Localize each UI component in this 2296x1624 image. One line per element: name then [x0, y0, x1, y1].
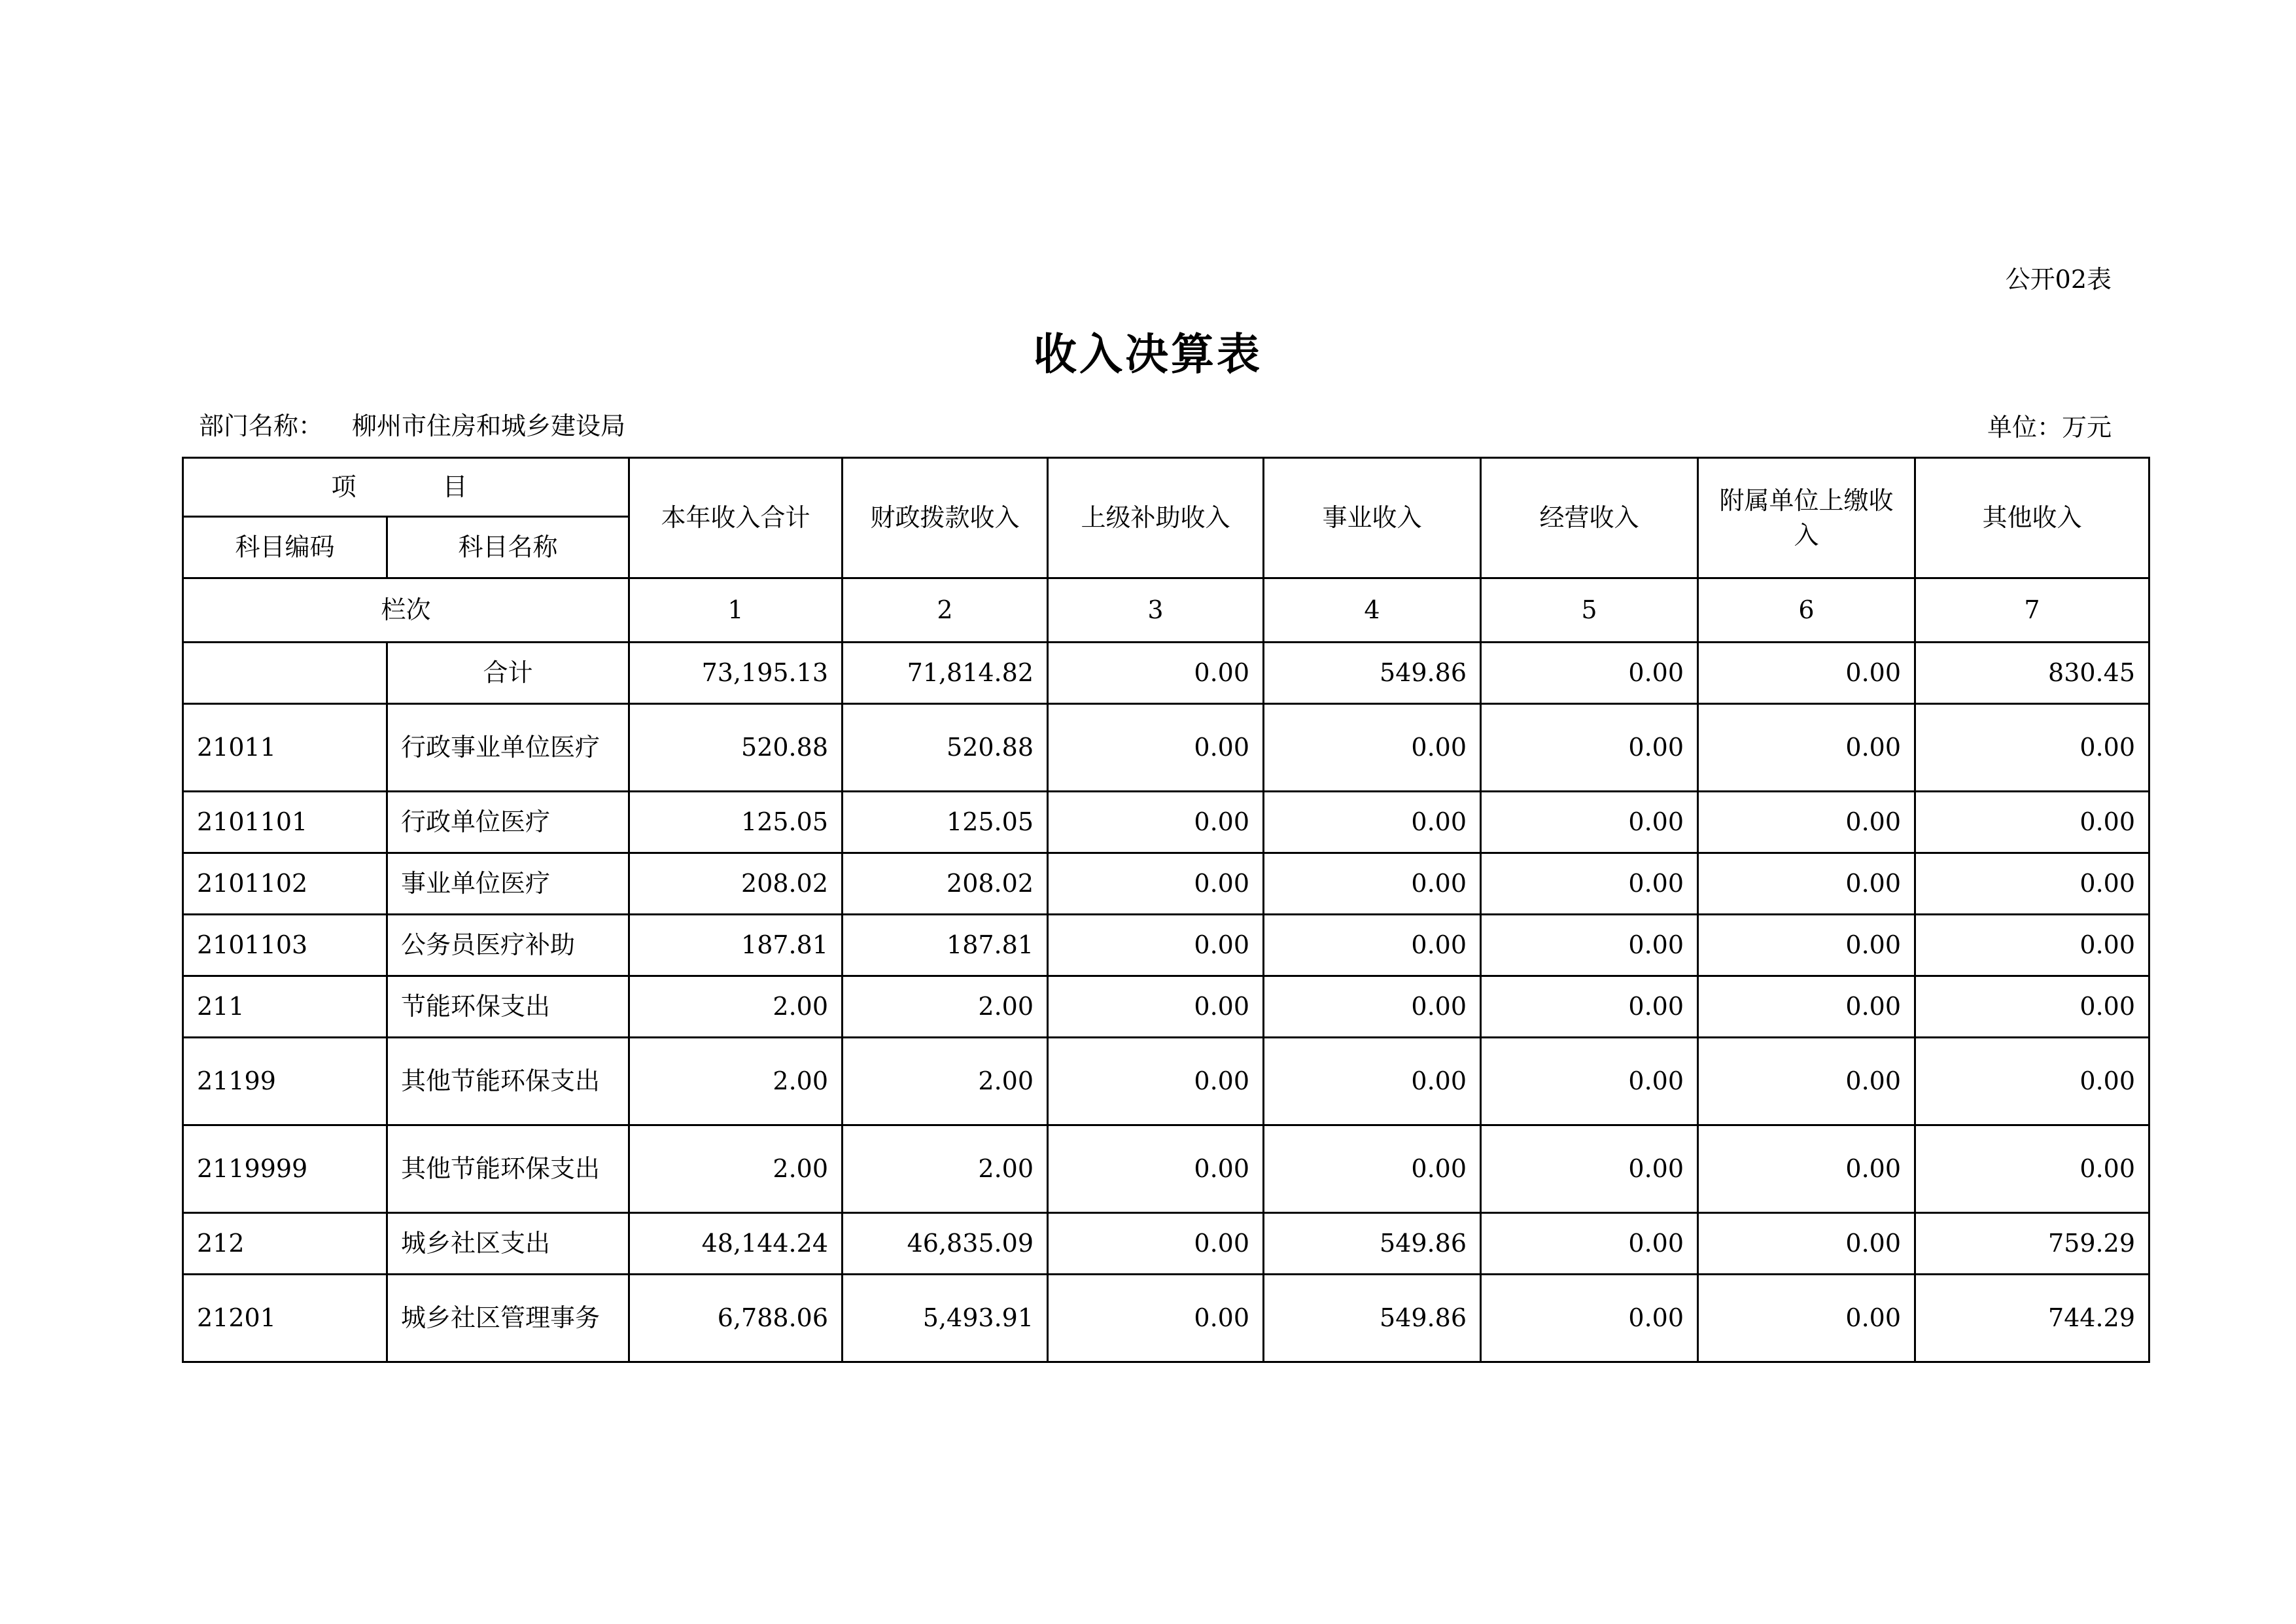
amount-cell: 2.00: [843, 1125, 1048, 1213]
amount-cell: 208.02: [843, 853, 1048, 915]
total-value: 830.45: [1915, 643, 2149, 704]
amount-cell: 208.02: [629, 853, 843, 915]
amount-cell: 0.00: [1481, 792, 1698, 853]
amount-cell: 2.00: [629, 1125, 843, 1213]
amount-cell: 0.00: [1481, 1038, 1698, 1125]
seq-label: 栏次: [183, 578, 629, 643]
subject-code: 21199: [183, 1038, 387, 1125]
amount-cell: 0.00: [1915, 1125, 2149, 1213]
amount-cell: 520.88: [629, 704, 843, 792]
amount-cell: 0.00: [1264, 1125, 1481, 1213]
table-row: [183, 1038, 2149, 1125]
seq-row: [183, 578, 2149, 643]
amount-cell: 0.00: [1264, 792, 1481, 853]
subject-code: 212: [183, 1213, 387, 1275]
header-col-7: 其他收入: [1915, 458, 2149, 578]
amount-cell: 0.00: [1481, 976, 1698, 1038]
amount-cell: 46,835.09: [843, 1213, 1048, 1275]
header-col-6: 附属单位上缴收入: [1698, 458, 1915, 578]
amount-cell: 0.00: [1481, 704, 1698, 792]
amount-cell: 48,144.24: [629, 1213, 843, 1275]
form-number: 公开02表: [2005, 265, 2112, 294]
subject-code: 2119999: [183, 1125, 387, 1213]
total-value: 0.00: [1481, 643, 1698, 704]
amount-cell: 0.00: [1698, 1125, 1915, 1213]
amount-cell: 0.00: [1698, 915, 1915, 976]
amount-cell: 520.88: [843, 704, 1048, 792]
header-row-1: [183, 458, 2149, 517]
amount-cell: 0.00: [1915, 704, 2149, 792]
total-label: 合计: [387, 643, 629, 704]
amount-cell: 125.05: [843, 792, 1048, 853]
subject-name: 城乡社区管理事务: [387, 1275, 629, 1362]
table-row: [183, 1125, 2149, 1213]
amount-cell: 187.81: [629, 915, 843, 976]
subject-name: 城乡社区支出: [387, 1213, 629, 1275]
amount-cell: 0.00: [1264, 976, 1481, 1038]
amount-cell: 0.00: [1048, 704, 1264, 792]
header-name: 科目名称: [387, 517, 629, 578]
subject-name: 行政事业单位医疗: [387, 704, 629, 792]
total-code: [183, 643, 387, 704]
table-row: [183, 704, 2149, 792]
department-name: 柳州市住房和城乡建设局: [352, 412, 626, 440]
header-col-4: 事业收入: [1264, 458, 1481, 578]
amount-cell: 0.00: [1264, 704, 1481, 792]
subject-code: 21201: [183, 1275, 387, 1362]
seq-2: 2: [843, 578, 1048, 643]
amount-cell: 0.00: [1048, 1275, 1264, 1362]
amount-cell: 0.00: [1264, 1038, 1481, 1125]
subject-code: 21011: [183, 704, 387, 792]
department-line: [199, 406, 625, 442]
total-value: 0.00: [1048, 643, 1264, 704]
total-value: 549.86: [1264, 643, 1481, 704]
subject-name: 节能环保支出: [387, 976, 629, 1038]
subject-name: 事业单位医疗: [387, 853, 629, 915]
table-row: [183, 853, 2149, 915]
amount-cell: 2.00: [843, 976, 1048, 1038]
amount-cell: 5,493.91: [843, 1275, 1048, 1362]
subject-code: 2101102: [183, 853, 387, 915]
amount-cell: 0.00: [1481, 915, 1698, 976]
amount-cell: 0.00: [1048, 976, 1264, 1038]
table-row: [183, 1213, 2149, 1275]
amount-cell: 0.00: [1915, 1038, 2149, 1125]
unit-label: 单位：万元: [1987, 413, 2112, 442]
amount-cell: 0.00: [1698, 976, 1915, 1038]
amount-cell: 0.00: [1264, 853, 1481, 915]
amount-cell: 0.00: [1915, 976, 2149, 1038]
amount-cell: 0.00: [1698, 704, 1915, 792]
header-col-5: 经营收入: [1481, 458, 1698, 578]
table-row: [183, 915, 2149, 976]
header-col-3: 上级补助收入: [1048, 458, 1264, 578]
amount-cell: 0.00: [1915, 792, 2149, 853]
amount-cell: 0.00: [1048, 853, 1264, 915]
seq-4: 4: [1264, 578, 1481, 643]
header-col-1: 本年收入合计: [629, 458, 843, 578]
amount-cell: 0.00: [1481, 1275, 1698, 1362]
amount-cell: 744.29: [1915, 1275, 2149, 1362]
amount-cell: 0.00: [1915, 915, 2149, 976]
subject-name: 行政单位医疗: [387, 792, 629, 853]
subject-code: 211: [183, 976, 387, 1038]
subject-code: 2101101: [183, 792, 387, 853]
seq-1: 1: [629, 578, 843, 643]
table-row: [183, 976, 2149, 1038]
amount-cell: 2.00: [843, 1038, 1048, 1125]
amount-cell: 0.00: [1698, 1275, 1915, 1362]
amount-cell: 2.00: [629, 1038, 843, 1125]
table-row: [183, 1275, 2149, 1362]
amount-cell: 2.00: [629, 976, 843, 1038]
seq-7: 7: [1915, 578, 2149, 643]
amount-cell: 0.00: [1048, 915, 1264, 976]
amount-cell: 0.00: [1048, 1038, 1264, 1125]
subject-name: 公务员医疗补助: [387, 915, 629, 976]
amount-cell: 0.00: [1698, 853, 1915, 915]
income-table: [182, 457, 2150, 1363]
amount-cell: 6,788.06: [629, 1275, 843, 1362]
seq-6: 6: [1698, 578, 1915, 643]
amount-cell: 187.81: [843, 915, 1048, 976]
amount-cell: 125.05: [629, 792, 843, 853]
amount-cell: 0.00: [1698, 1038, 1915, 1125]
total-value: 71,814.82: [843, 643, 1048, 704]
amount-cell: 0.00: [1481, 853, 1698, 915]
amount-cell: 0.00: [1698, 792, 1915, 853]
amount-cell: 0.00: [1048, 1125, 1264, 1213]
department-label: 部门名称：: [199, 412, 324, 440]
amount-cell: 549.86: [1264, 1213, 1481, 1275]
seq-5: 5: [1481, 578, 1698, 643]
amount-cell: 0.00: [1698, 1213, 1915, 1275]
amount-cell: 0.00: [1048, 792, 1264, 853]
header-project: 项 目: [183, 458, 629, 517]
amount-cell: 549.86: [1264, 1275, 1481, 1362]
amount-cell: 0.00: [1915, 853, 2149, 915]
subject-code: 2101103: [183, 915, 387, 976]
seq-3: 3: [1048, 578, 1264, 643]
header-code: 科目编码: [183, 517, 387, 578]
total-value: 73,195.13: [629, 643, 843, 704]
amount-cell: 0.00: [1481, 1213, 1698, 1275]
header-col-2: 财政拨款收入: [843, 458, 1048, 578]
table-row: [183, 792, 2149, 853]
amount-cell: 0.00: [1048, 1213, 1264, 1275]
amount-cell: 759.29: [1915, 1213, 2149, 1275]
subject-name: 其他节能环保支出: [387, 1125, 629, 1213]
total-row: [183, 643, 2149, 704]
subject-name: 其他节能环保支出: [387, 1038, 629, 1125]
page-title: 收入决算表: [1034, 328, 1262, 380]
amount-cell: 0.00: [1264, 915, 1481, 976]
amount-cell: 0.00: [1481, 1125, 1698, 1213]
total-value: 0.00: [1698, 643, 1915, 704]
